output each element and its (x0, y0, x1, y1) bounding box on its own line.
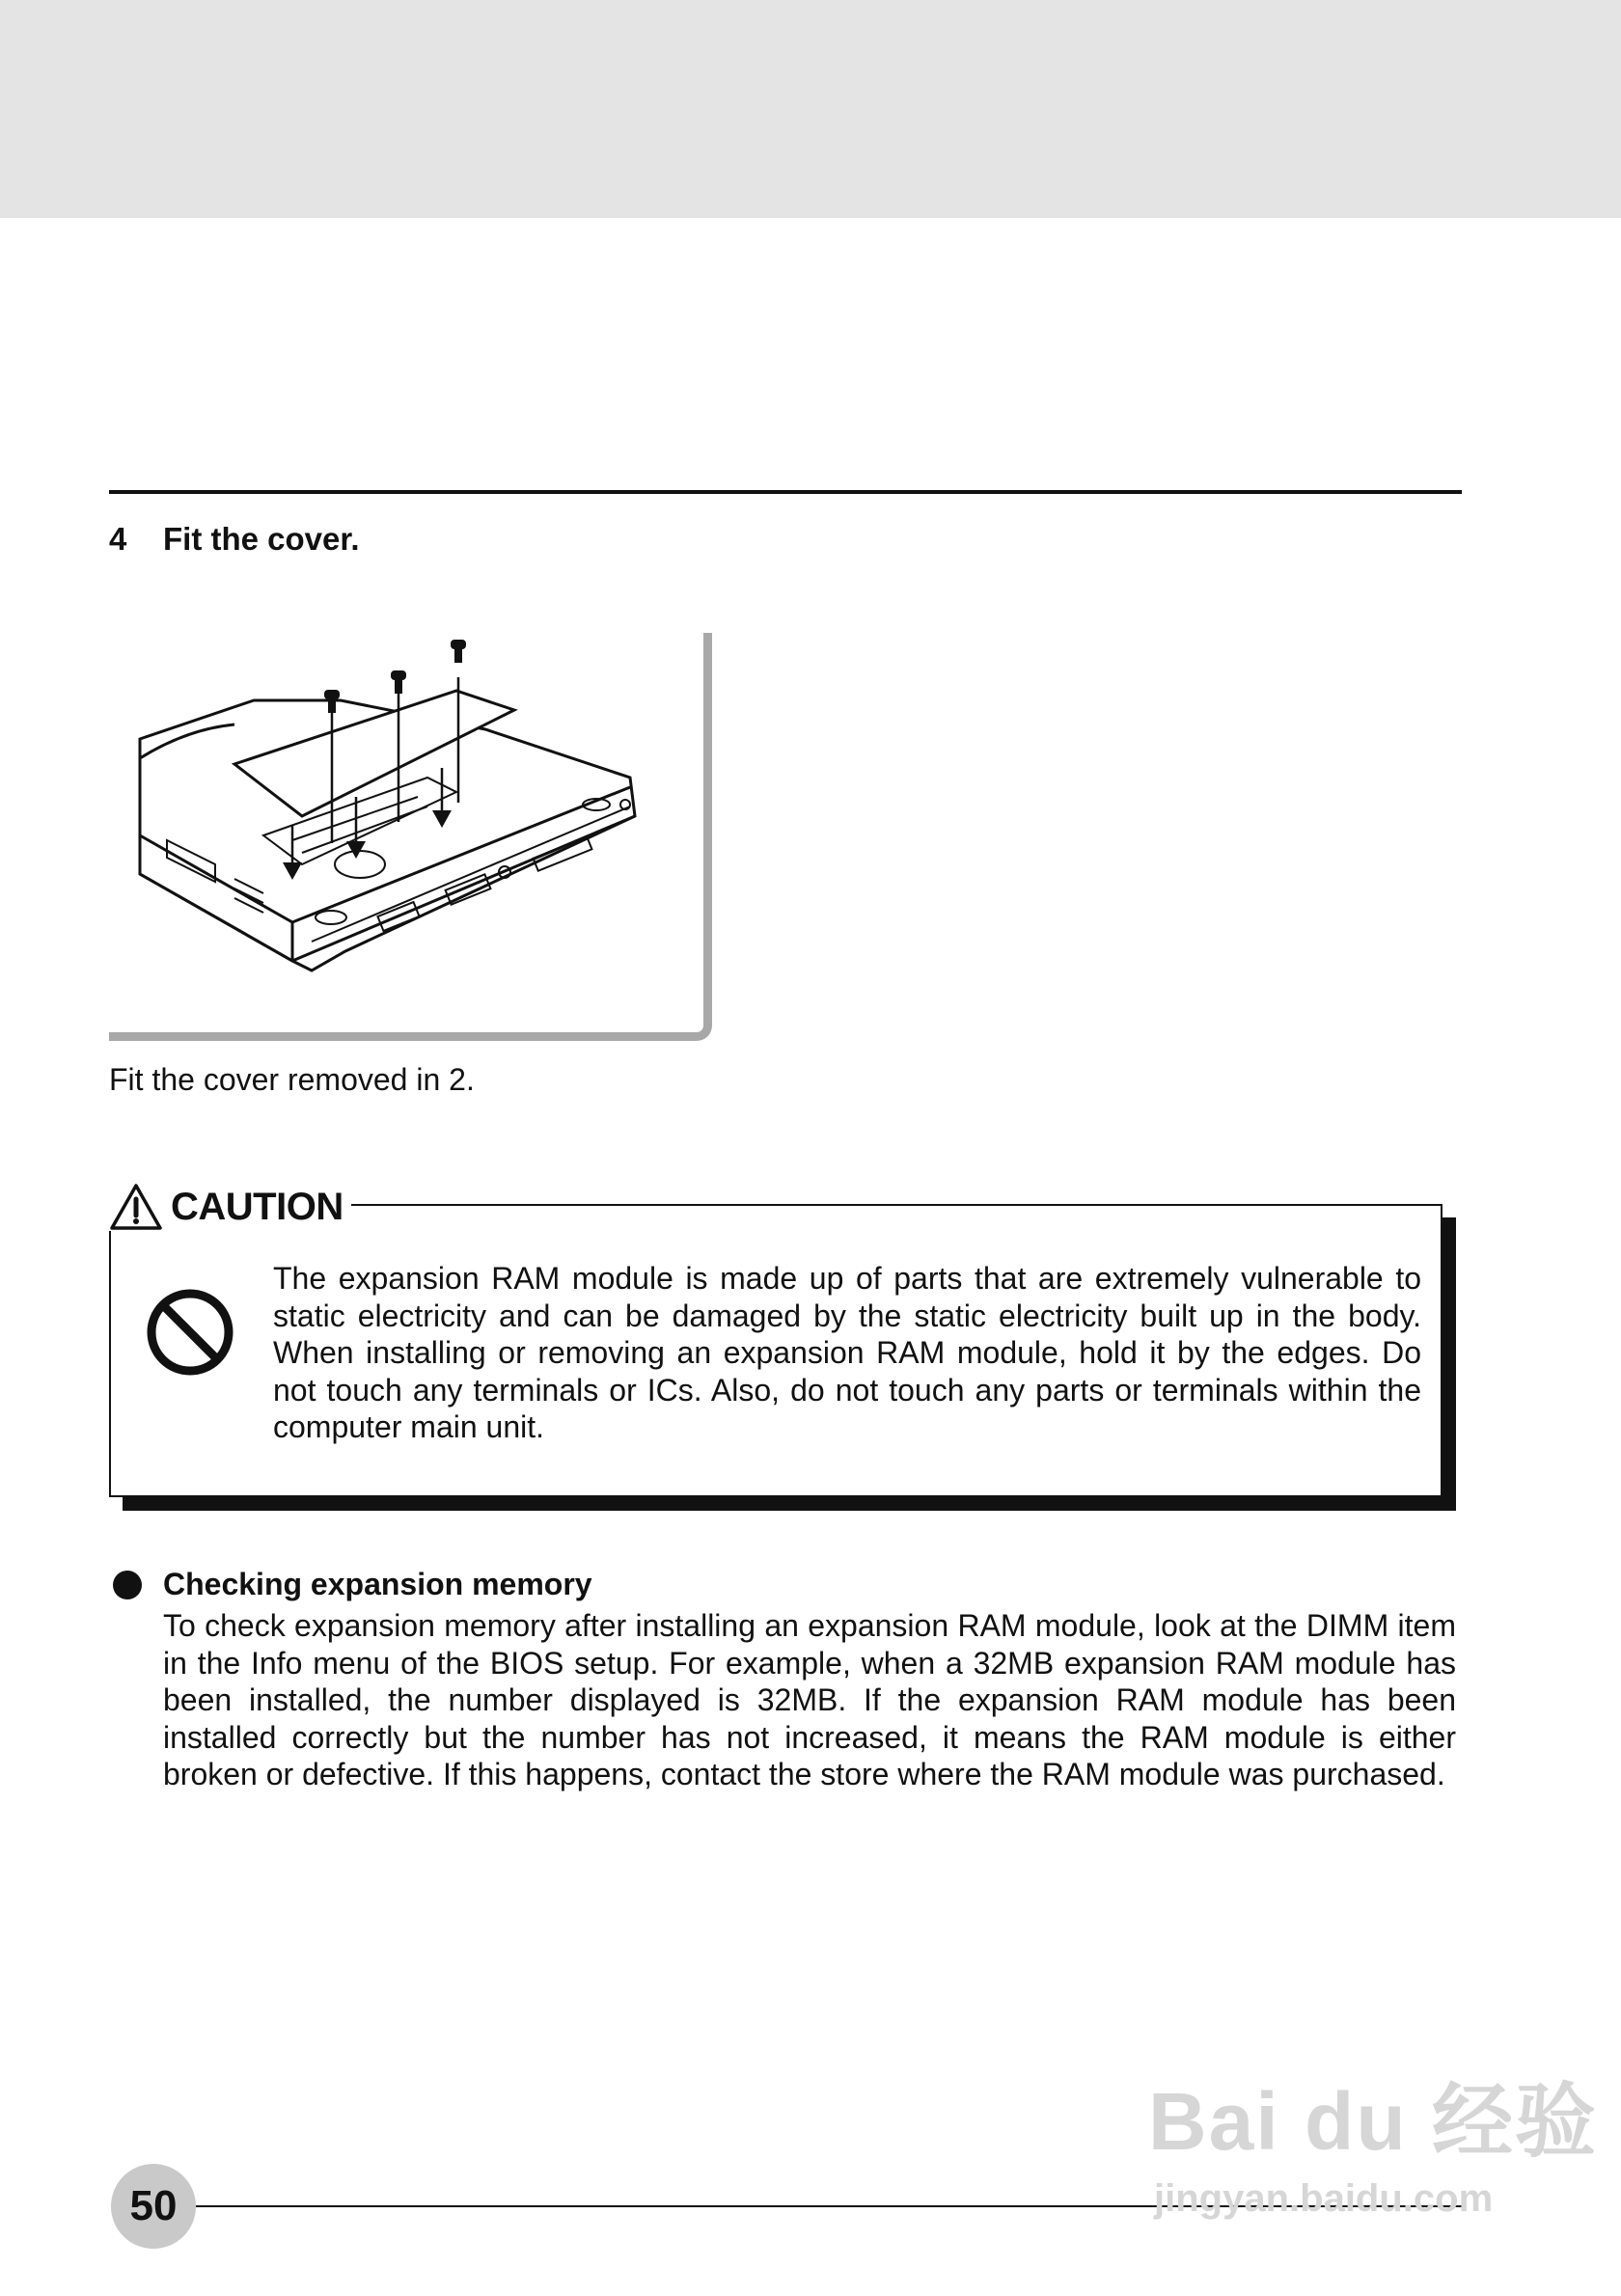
caution-heading (109, 1183, 351, 1231)
caution-label: CAUTION (171, 1185, 343, 1228)
step-title: Fit the cover. (163, 521, 360, 557)
section-title: Checking expansion memory (163, 1567, 592, 1601)
figure-frame (109, 633, 712, 1041)
watermark-brand: Bai du 经验 (1148, 2076, 1599, 2167)
section-body: To check expansion memory after installing an expansion RAM module, look at the DIMM item in the Info menu of the BIOS setup. For example, when a 32MB expansion RAM module has been installed, the number displayed is 32MB. If the expansion RAM module has been installed correctly but the number has not increased, it means the RAM module is either broken or defective. If this happens, contact the store where the RAM module was purchased. (163, 1608, 1456, 1791)
caution-text: The expansion RAM module is made up of parts that are extremely vulnerable to static electricity and can be damaged by the static electricity built up in the body. When installing or removing an expansion RAM module, hold it by the edges. Do not touch any terminals or ICs. Also, do not touch any parts or terminals within the computer main unit. (273, 1261, 1421, 1444)
page-number: 50 (129, 2182, 178, 2229)
prohibition-icon (145, 1287, 235, 1378)
bullet-icon (113, 1571, 142, 1599)
warning-triangle-icon (109, 1183, 163, 1231)
laptop-illustration (109, 633, 703, 1032)
figure-caption: Fit the cover removed in 2. (109, 1062, 475, 1097)
watermark-url: jingyan.baidu.com (1154, 2177, 1494, 2220)
top-band (0, 0, 1621, 218)
step-number: 4 (109, 521, 127, 557)
watermark (1148, 2057, 1598, 2221)
header-rule (109, 490, 1462, 494)
step-heading (109, 521, 360, 558)
page-number-badge (111, 2164, 196, 2249)
